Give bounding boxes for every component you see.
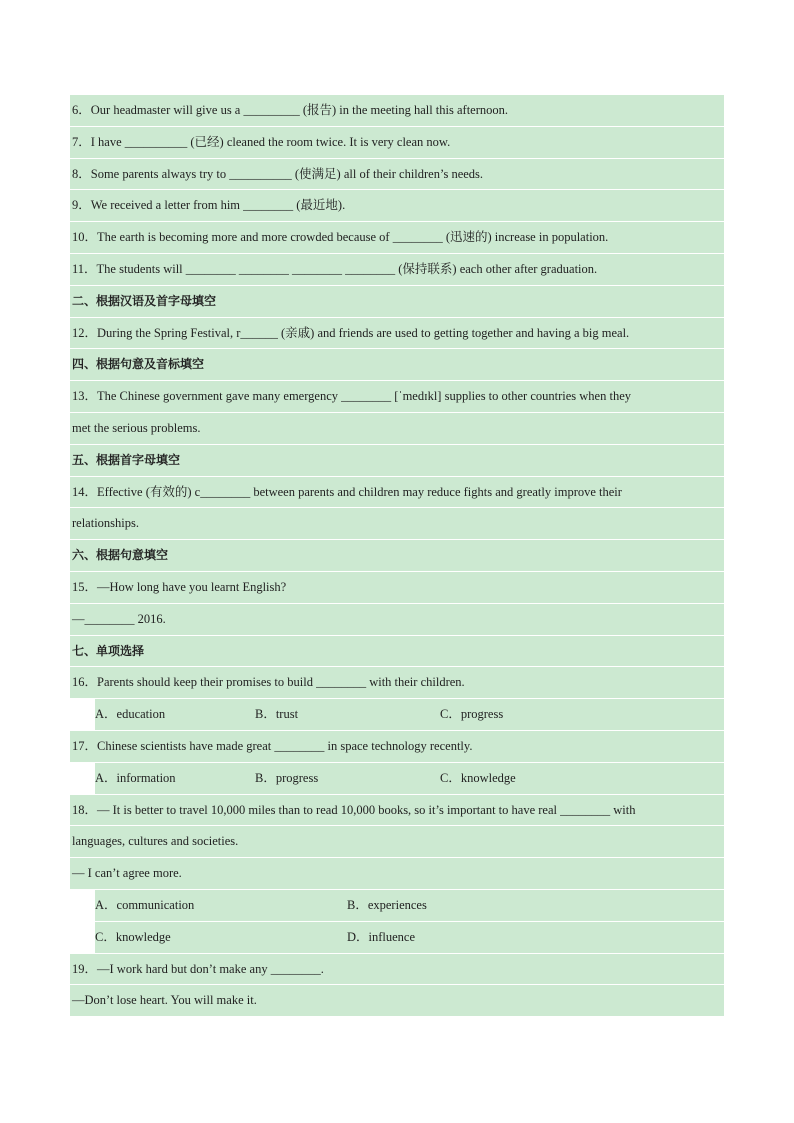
question-15-line-1: 15．—How long have you learnt English? [70, 572, 724, 604]
section-heading-4: 四、根据句意及音标填空 [70, 349, 724, 381]
question-18-options-row-1 [70, 890, 724, 922]
question-18-line-1: 18．— It is better to travel 10,000 miles than to read 10,000 books, so it’s important to have real ________ with [70, 795, 724, 827]
option-c: C．progress [440, 707, 504, 722]
option-a: A．education [95, 707, 166, 722]
option-b: B．progress [255, 770, 319, 785]
section-heading-6: 六、根据句意填空 [70, 540, 724, 572]
option-b: B．experiences [347, 897, 427, 912]
question-18-line-3: — I can’t agree more. [70, 858, 724, 890]
section-heading-2: 二、根据汉语及首字母填空 [70, 286, 724, 318]
option-a: A．information [95, 770, 176, 785]
question-9: 9．We received a letter from him ________ (最近地). [70, 190, 724, 222]
question-18-line-2: languages, cultures and societies. [70, 826, 724, 858]
question-19-line-1: 19．—I work hard but don’t make any ________. [70, 954, 724, 986]
question-18-options-row-2 [70, 922, 724, 954]
question-17-options [70, 763, 724, 795]
option-c: C．knowledge [95, 929, 171, 944]
section-heading-5: 五、根据首字母填空 [70, 445, 724, 477]
section-heading-7: 七、单项选择 [70, 636, 724, 668]
question-19-line-2: —Don’t lose heart. You will make it. [70, 985, 724, 1017]
question-10: 10．The earth is becoming more and more crowded because of ________ (迅速的) increase in population. [70, 222, 724, 254]
exercise-sheet [70, 95, 724, 1017]
question-13-line-1: 13．The Chinese government gave many emergency ________ [ˈmedɪkl] supplies to other countries when they [70, 381, 724, 413]
question-6: 6．Our headmaster will give us a _________ (报告) in the meeting hall this afternoon. [70, 95, 724, 127]
question-7: 7．I have __________ (已经) cleaned the room twice. It is very clean now. [70, 127, 724, 159]
question-14-line-2: relationships. [70, 508, 724, 540]
question-16: 16．Parents should keep their promises to build ________ with their children. [70, 667, 724, 699]
option-c: C．knowledge [440, 770, 516, 785]
option-b: B．trust [255, 707, 299, 722]
question-12: 12．During the Spring Festival, r______ (亲戚) and friends are used to getting together and having a big meal. [70, 318, 724, 350]
question-13-line-2: met the serious problems. [70, 413, 724, 445]
option-a: A．communication [95, 897, 195, 912]
question-14-line-1: 14．Effective (有效的) c________ between parents and children may reduce fights and greatly improve their [70, 477, 724, 509]
question-8: 8．Some parents always try to __________ (使满足) all of their children’s needs. [70, 159, 724, 191]
question-17: 17．Chinese scientists have made great ________ in space technology recently. [70, 731, 724, 763]
question-11: 11．The students will ________ ________ ________ ________ (保持联系) each other after graduation. [70, 254, 724, 286]
question-15-line-2: —________ 2016. [70, 604, 724, 636]
option-d: D．influence [347, 929, 416, 944]
question-16-options [70, 699, 724, 731]
